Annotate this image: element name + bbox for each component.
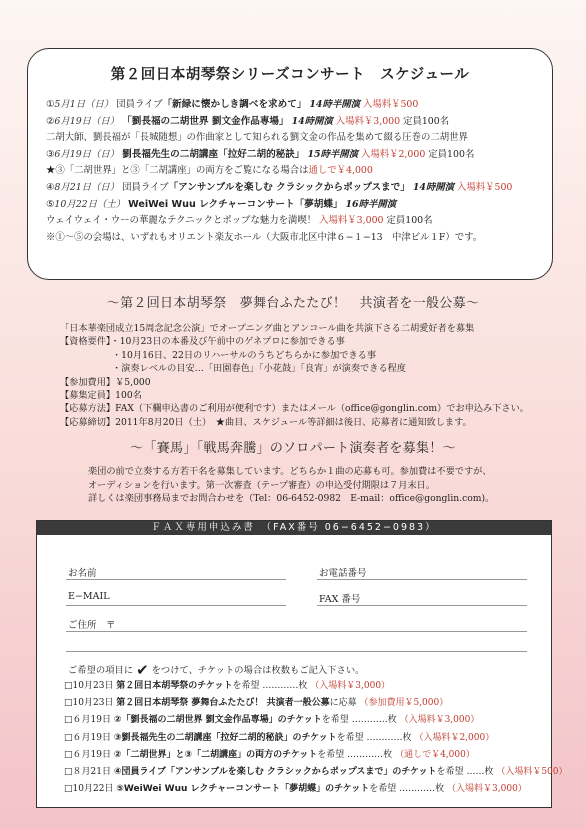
schedule-item-4: [46, 180, 546, 197]
section2-body: [88, 465, 568, 506]
order-date: ６月19日: [72, 715, 111, 726]
order-date: 10月23日: [72, 698, 114, 709]
venue-note: ※①～⑤の会場は、いずれもオリエント楽友ホール（大阪市北区中津６−１−13 中津ビル１F）です。: [46, 231, 483, 243]
schedule-title: 第２回日本胡琴祭シリーズコンサート スケジュール: [110, 67, 470, 83]
item-name: 「新緑に懐かしき調べを求めて」: [162, 99, 307, 110]
ticket-count-field[interactable]: …………枚: [351, 715, 397, 726]
order-suffix: を希望: [317, 749, 345, 760]
ticket-count-field[interactable]: …………枚: [399, 784, 445, 795]
order-suffix: に応募: [329, 698, 357, 709]
checkbox[interactable]: □: [64, 749, 73, 760]
section1-line: 【参加費用】￥5,000: [60, 376, 151, 388]
checkbox[interactable]: □: [64, 732, 73, 743]
order-price: （入場料￥2,000）: [414, 732, 495, 743]
order-name: 第２回日本胡琴祭のチケット: [116, 681, 233, 691]
item-number: ④: [46, 181, 55, 193]
item-time: 15時半開演: [307, 148, 358, 160]
item-prefix: 団員ライブ: [122, 181, 169, 193]
order-date: ６月19日: [72, 749, 111, 760]
schedule-item-5: [46, 197, 546, 214]
order-list: [64, 678, 568, 798]
checkbox[interactable]: □: [64, 698, 73, 709]
fax-number-field[interactable]: [317, 605, 527, 606]
item-capacity: 定員100名: [403, 115, 450, 127]
item-time: 14時半開演: [309, 99, 360, 110]
item-date: 10月22日（土）: [54, 198, 126, 210]
item-name: WeiWei Wuu レクチャーコンサート「夢胡蝶」: [128, 198, 343, 210]
section1-line: 【応募方法】FAX（下欄申込書のご利用が便利です）またはメール（office@gonglin.com）でお申込み下さい。: [60, 403, 529, 415]
item-time: 14時開演: [291, 115, 333, 127]
order-name: ②「劉長福の二胡世界 劉文金作品専場」のチケット: [113, 715, 322, 726]
order-price: （通しで￥4,000）: [395, 749, 475, 760]
order-row: [64, 764, 568, 781]
order-suffix: を希望: [369, 784, 397, 795]
section1-line: 【応募締切】2011年8月20日（土） ★曲目、スケジュール等詳細は後日、応募者に通知致します。: [60, 416, 472, 428]
order-price: （入場料￥3,000）: [310, 681, 391, 691]
order-name: ⑤WeiWei Wuu レクチャーコンサート「夢胡蝶」のチケット: [116, 784, 370, 795]
item-capacity: 定員100名: [428, 148, 475, 160]
checkbox[interactable]: □: [64, 767, 73, 778]
order-row: [64, 730, 549, 747]
schedule-item-1: [46, 97, 546, 114]
ticket-count-field[interactable]: ……枚: [466, 767, 494, 778]
item-time: 16時半開演: [345, 198, 397, 210]
checkbox[interactable]: □: [64, 784, 73, 795]
schedule-list: [46, 97, 546, 246]
item-price: 入場料￥500: [456, 181, 513, 193]
ticket-count-field[interactable]: …………枚: [347, 749, 393, 760]
phone-field-label: お電話番号: [319, 568, 367, 579]
fax-number-field-label: FAX 番号: [319, 594, 361, 605]
schedule-box: [27, 48, 553, 280]
phone-field[interactable]: [317, 579, 527, 580]
order-row: [64, 747, 549, 764]
order-suffix: を希望: [232, 681, 260, 691]
item-price: 入場料￥3,000: [335, 115, 401, 127]
address-field[interactable]: [66, 631, 527, 632]
section1-line: ・10月16日、22日のリハーサルのうちどちらかに参加できる事: [112, 349, 377, 361]
item-name: 「劉長福の二胡世界 劉文金作品専場」: [122, 115, 289, 127]
order-name: 第２回日本胡琴祭 夢舞台ふたたび！ 共演者一般公募: [116, 698, 330, 709]
section1-line: ・演奏レベルの目安…「田園春色」「小花鼓」「良宵」が演奏できる程度: [112, 363, 406, 375]
item-number: ⑤: [46, 198, 55, 210]
order-name: ④団員ライブ「アンサンブルを楽しむ クラシックからポップスまで」のチケット: [113, 767, 437, 778]
fax-application-form: [36, 520, 568, 808]
item-time: 14時開演: [412, 181, 454, 193]
section2-line: オーディションを行います。第一次審査（テープ審査）の申込受付期限は７月末日。: [88, 479, 436, 491]
order-price: （参加費用￥5,000）: [359, 698, 449, 709]
section1-line: 【資格要件】・10月23日の本番及び午前中のゲネプロに参加できる事: [60, 336, 345, 348]
note-price: 通しで￥4,000: [308, 165, 373, 177]
address-field-label: ご住所 〒: [68, 620, 116, 631]
order-row: [64, 695, 549, 712]
schedule-item-3: [46, 147, 546, 164]
order-row: [64, 781, 549, 798]
schedule-note-3: [46, 163, 546, 180]
checkbox[interactable]: □: [64, 681, 73, 691]
item-date: 6月19日（日）: [54, 115, 120, 127]
section1-body: [60, 322, 570, 429]
note-text: ウェイウェイ・ウーの華麗なテクニックとポップな魅力を満喫！: [46, 215, 317, 227]
order-date: 10月22日: [72, 784, 114, 795]
checkbox[interactable]: □: [64, 715, 73, 726]
section2-line: 詳しくは楽団事務局までお問合わせを（Tel：06-6452-0982 E-mail：office@gonglin.com)。: [88, 493, 495, 505]
order-suffix: を希望: [321, 715, 349, 726]
note-capacity: 定員100名: [386, 215, 433, 227]
item-date: 5月1日（日）: [54, 99, 114, 110]
section2-line: 楽団の前で立奏する方若干名を募集しています。どちらか１曲の応募も可。参加費は不要ですが、: [88, 466, 492, 477]
order-name: ③劉長福先生の二胡講座「拉好二胡的秘訣」のチケット: [113, 732, 337, 743]
item-name: 「アンサンブルを楽しむ クラシックからポップスまで」: [168, 181, 410, 193]
email-field[interactable]: [66, 605, 286, 606]
order-suffix: を希望: [336, 732, 364, 743]
email-field-label: E−MAIL: [68, 591, 110, 602]
order-price: （入場料￥3,000）: [399, 715, 480, 726]
instruction-text: をつけて、チケットの場合は枚数もご記入下さい。: [151, 665, 365, 676]
order-suffix: を希望: [436, 767, 464, 778]
item-number: ①: [46, 99, 55, 110]
schedule-item-2: [46, 114, 546, 131]
ticket-count-field[interactable]: …………枚: [262, 681, 308, 691]
ticket-count-field[interactable]: …………枚: [366, 732, 412, 743]
section1-title: ～第２回日本胡琴祭 夢舞台ふたたび！ 共演者を一般公募～: [106, 296, 480, 311]
item-name: 劉長福先生の二胡講座「拉好二胡的秘訣」: [122, 148, 305, 160]
note-price: 入場料￥3,000: [319, 215, 384, 227]
order-date: ６月19日: [72, 732, 111, 743]
item-number: ②: [46, 115, 55, 127]
section2-title: ～「賽馬」「戦馬奔騰」のソロパート演奏者を募集！～: [130, 441, 456, 456]
order-price: （入場料￥3,000）: [447, 784, 527, 795]
order-date: 10月23日: [72, 681, 114, 691]
name-field[interactable]: [66, 579, 286, 580]
item-price: 入場料￥500: [362, 99, 419, 110]
order-row: [64, 712, 549, 729]
note-text: ★③「二胡世界」と③「二胡講座」の両方をご覧になる場合は: [46, 165, 309, 177]
checkmark-icon: ✔: [136, 661, 149, 679]
item-date: 8月21日（日）: [54, 181, 120, 193]
item-number: ③: [46, 148, 55, 160]
item-date: 6月19日（日）: [54, 148, 120, 160]
schedule-note-5: [46, 213, 546, 230]
order-instruction: [68, 661, 364, 679]
item-prefix: 団員ライブ: [116, 99, 163, 110]
address-field-line2[interactable]: [66, 651, 527, 652]
section1-line: 「日本華楽団成立15周念記念公演」でオープニング曲とアンコール曲を共演下さる二胡愛好者を募集: [60, 323, 475, 334]
instruction-text: ご希望の項目に: [68, 665, 134, 676]
fax-header: ＦＡＸ専用申込み書 （FAX番号 06−6452−0983）: [37, 521, 551, 535]
order-price: （入場料￥500）: [496, 767, 568, 778]
name-field-label: お名前: [68, 568, 97, 579]
schedule-note-2: 二胡大師、劉長福が「長城随想」の作曲家として知られる劉文金の作品を集めて綴る圧巻の二胡世界: [46, 132, 468, 144]
section1-line: 【募集定員】100名: [60, 390, 142, 402]
order-name: ②「二胡世界」と③「二胡講座」の両方のチケット: [113, 749, 318, 760]
order-row: [64, 678, 549, 695]
order-date: ８月21日: [72, 767, 111, 778]
item-price: 入場料￥2,000: [360, 148, 426, 160]
